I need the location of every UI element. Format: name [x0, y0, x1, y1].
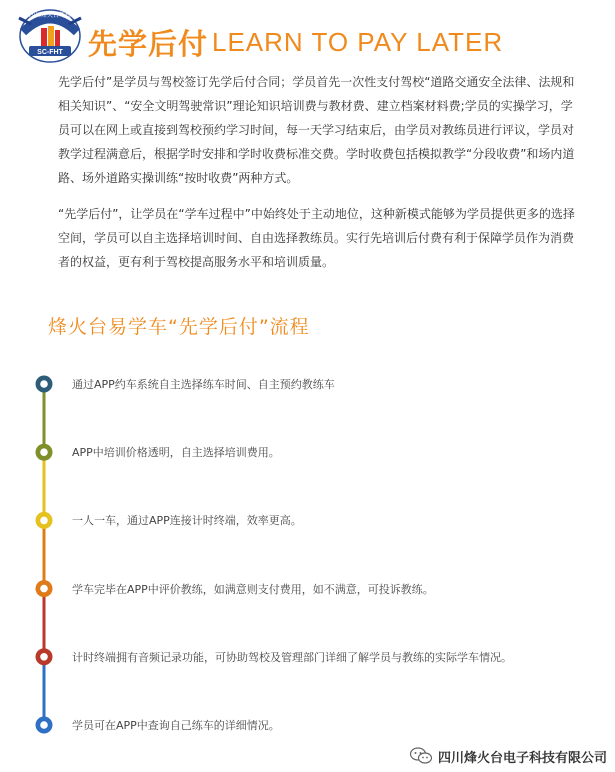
timeline-node-center [40, 448, 48, 456]
wechat-watermark [410, 744, 607, 768]
process-timeline [0, 372, 615, 752]
timeline-node-center [40, 653, 48, 661]
wechat-icon [410, 747, 432, 765]
timeline-node-center [40, 721, 48, 729]
flow-step-6: 学员可在APP中查询自己练车的详细情况。 [72, 719, 280, 732]
flow-step-3: 一人一车，通过APP连接计时终端，效率更高。 [72, 514, 302, 528]
intro-paragraph-2: “先学后付”，让学员在“学车过程中”中始终处于主动地位，这种新模式能够为学员提供更多的选择空间，学员可以自主选择培训时间、自由选择教练员。实行先培训后付费有利于保障学员作为消费者的权益，更有利于驾校提高服务水平和培训质量。 [58, 207, 575, 269]
flow-title: 烽火台易学车“先学后付”流程 [48, 316, 310, 338]
intro-paragraph-1: 先学后付”是学员与驾校签订先学后付合同；学员首先一次性支付驾校“道路交通安全法律、法规和相关知识”、“安全文明驾驶常识”理论知识培训费与教材费、建立档案材料费;学员的实操学习，学员可以在网上或直接到驾校预约学习时间，每一天学习结束后，由学员对教练员进行评议，学员对教学过程满意后，根据学时安排和学时收费标准交费。学时收费包括模拟教学“分段收费”和场内道路、场外道路实操训练“按时收费”两种方式。 [58, 75, 575, 185]
logo-text-top: 四川烽火台驾校 [28, 12, 72, 19]
flow-step-5: 计时终端拥有音频记录功能，可协助驾校及管理部门详细了解学员与教练的实际学车情况。 [72, 650, 512, 664]
flow-step-2: APP中培训价格透明，自主选择培训费用。 [72, 446, 280, 460]
logo-text-bottom: SC-FHT [37, 49, 63, 56]
school-logo [17, 2, 83, 68]
account-name: 四川烽火台电子科技有限公司 [437, 750, 607, 766]
timeline-node-center [40, 380, 48, 388]
page-header [0, 0, 615, 70]
title-chinese: 先学后付 [88, 27, 209, 61]
timeline-node-center [40, 585, 48, 593]
flow-step-4: 学车完毕在APP中评价教练，如满意则支付费用，如不满意，可投诉教练。 [72, 582, 434, 596]
timeline-node-center [40, 517, 48, 525]
timeline-graphic [0, 372, 120, 752]
flow-step-1: 通过APP约车系统自主选择练车时间、自主预约教练车 [72, 378, 335, 391]
title-english: LEARN TO PAY LATER [212, 27, 504, 57]
